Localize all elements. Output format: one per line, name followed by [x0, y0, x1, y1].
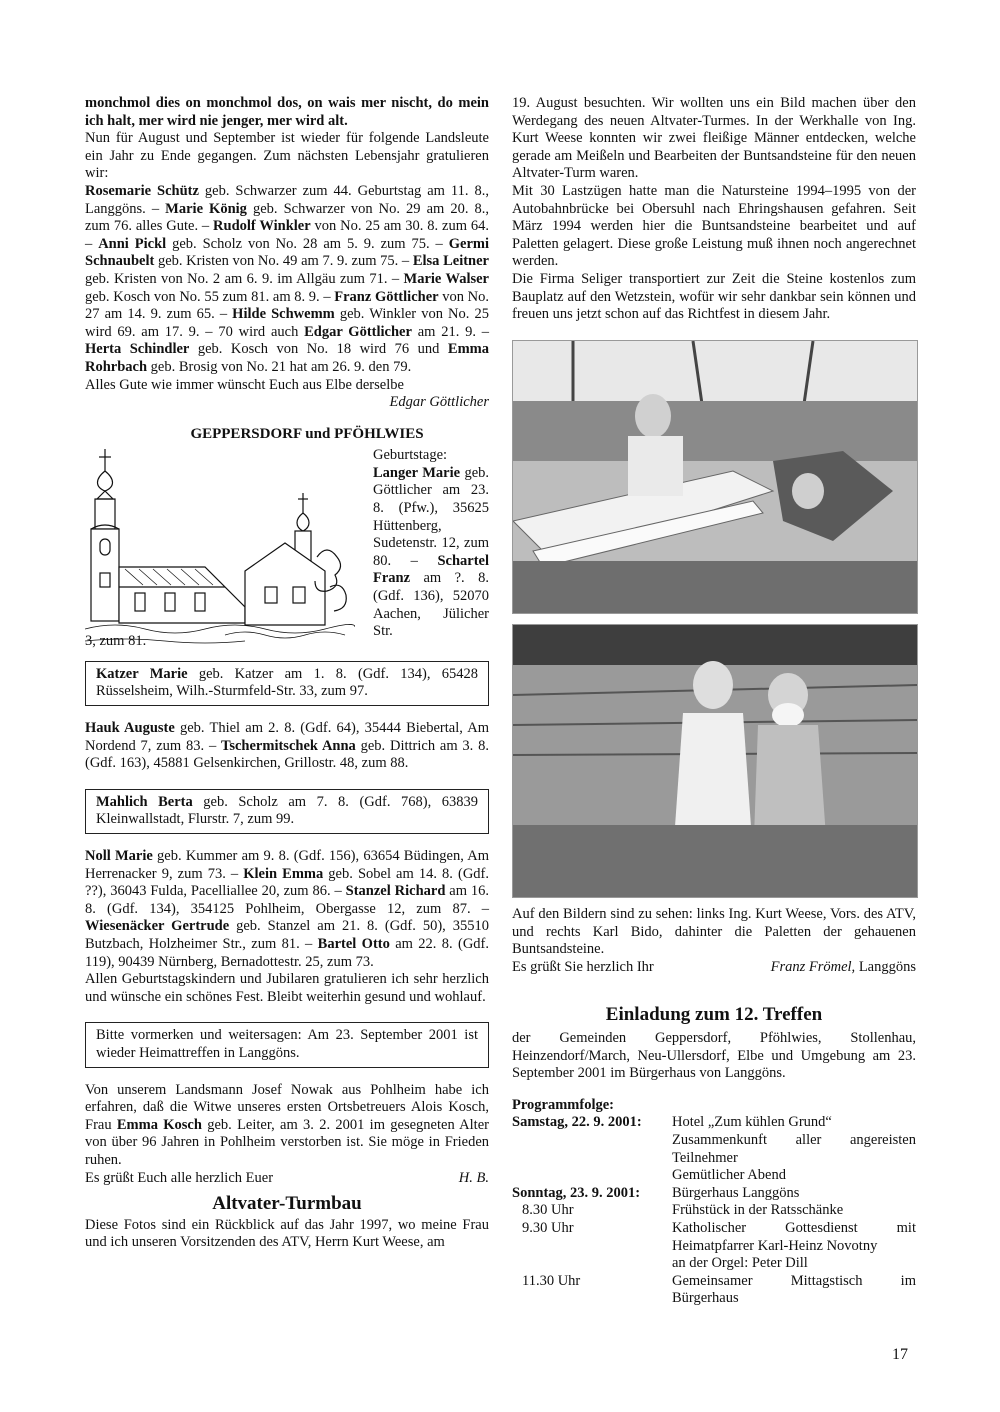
- caption-signature: [771, 959, 916, 977]
- bday-name: Germi Schnaubelt: [85, 235, 490, 270]
- programm-desc: Gemütlicher Abend: [672, 1167, 786, 1184]
- entry-text: geb. Stanzel am 21. 8. (Gdf. 50), 35510 Butzbach, Holzheimer Str., zum 81. –: [85, 918, 489, 952]
- workshop-photo: [512, 340, 918, 614]
- entry-name: Bartel Otto: [317, 936, 390, 952]
- bday-name: Edgar Göttlicher: [304, 323, 412, 340]
- entry-text: geb. Kummer am 9. 8. (Gdf. 156), 63654 Büdingen, Am Herrenacker 9, zum 73. –: [85, 848, 489, 882]
- nowak-text: Von unserem Landsmann Josef Nowak aus Pohlheim habe ich erfahren, daß die Witwe unseres ersten Ortsbetreuers Alois Kosch, Frau: [85, 1081, 489, 1133]
- bday-name: Elsa Leitner: [412, 253, 489, 270]
- bday-text: geb. Kristen von No. 2 am 6. 9. im Allgäu zum 71. –: [85, 270, 404, 287]
- bday-name: Marie König: [165, 200, 247, 217]
- box-text: geb. Katzer am 1. 8. (Gdf. 134), 65428 Rüsselsheim, Wilh.-Sturmfeld-Str. 33, zum 97.: [96, 665, 478, 700]
- entry-name: Tschermitschek Anna: [221, 737, 356, 754]
- elbe-closing: Alles Gute wie immer wünscht Euch aus Elbe derselbe: [85, 376, 404, 393]
- entry-name: Klein Emma: [243, 865, 324, 882]
- entry-name: Wiesenäcker Gertrude: [85, 918, 230, 935]
- programm-row: [512, 1220, 916, 1255]
- einladung-heading: Einladung zum 12. Treffen: [605, 1004, 823, 1026]
- geppersdorf-birthdays: [373, 447, 489, 641]
- photo-caption: Auf den Bildern sind zu sehen: links Ing. Kurt Weese, Vors. des ATV, und rechts Karl Bido, dahinter die Paletten der gehauenen Buntsandsteine.: [512, 906, 916, 958]
- programm-row: [512, 1273, 916, 1308]
- caption-greeting: Es grüßt Sie herzlich Ihr: [512, 958, 654, 975]
- programm-row: [512, 1132, 916, 1167]
- caption-signature-name: Franz Frömel,: [770, 958, 856, 975]
- turm-paragraph-3: Die Firma Seliger transportiert zur Zeit die Steine kostenlos zum Bauplatz auf den Wetzstein, wofür wir sehr dankbar sein können und freuen uns jetzt schon auf das Richtfest in diesem Jahr.: [512, 270, 916, 323]
- caption-signature-place: Langgöns: [855, 958, 916, 975]
- bday-text: geb. Kristen von No. 49 am 7. 9. zum 75. –: [154, 253, 413, 270]
- programm-table: [512, 1114, 916, 1308]
- programm-time: 8.30 Uhr: [522, 1202, 574, 1219]
- einladung-text: der Gemeinden Geppersdorf, Pföhlwies, Stollenhau, Heinzendorf/March, Neu-Ullersdorf, Elbe und Umgebung am 23. September 2001 im Bürgerhaus von Langgöns.: [512, 1029, 916, 1082]
- programm-row: [512, 1114, 916, 1132]
- altvater-heading: Altvater-Turmbau: [212, 1193, 362, 1215]
- geburtstage-label: Geburtstage:: [373, 447, 448, 464]
- bday-text: geb. Scholz von No. 28 am 5. 9. zum 75. –: [166, 235, 449, 252]
- bday-text: geb. Kosch von No. 55 zum 81. am 8. 9. –: [85, 288, 335, 305]
- entry-text: am 16. 8. (Gdf. 134), 354125 Pohlheim, Obergasse 12, zum 87. –: [85, 883, 490, 917]
- bday-name: Emma Rohrbach: [85, 341, 489, 375]
- bday-text: von No. 25 am 30. 8. zum 64. –: [85, 218, 489, 252]
- geppersdorf-heading: GEPPERSDORF und PFÖHLWIES: [190, 425, 424, 442]
- programm-time: 11.30 Uhr: [522, 1272, 581, 1289]
- elbe-signature: Edgar Göttlicher: [389, 394, 489, 411]
- programm-time: [512, 1132, 672, 1167]
- entry-name: Hauk Auguste: [85, 720, 175, 737]
- gepp-text: am ?. 8. (Gdf. 136), 52070 Aachen, Jülicher Str.: [373, 570, 489, 640]
- wishes-paragraph: Allen Geburtstagskindern und Jubilaren gratulieren ich sehr herzlich und wünsche ein schönes Fest. Bleibt weiterhin gesund und wohlauf.: [85, 971, 489, 1005]
- programm-row: [512, 1185, 916, 1203]
- katzer-box: [85, 661, 489, 706]
- box-name: Katzer Marie: [96, 665, 188, 682]
- programm-time: 9.30 Uhr: [522, 1219, 574, 1236]
- nowak-paragraph: [85, 1082, 489, 1170]
- bday-text: von No. 27 am 14. 9. zum 65. –: [85, 288, 489, 323]
- programm-row: [512, 1167, 916, 1185]
- programm-label: Programmfolge:: [512, 1096, 614, 1113]
- programm-row: [512, 1255, 916, 1273]
- entry-text: geb. Dittrich am 3. 8. (Gdf. 163), 45881 Gelsenkirchen, Grillostr. 48, zum 88.: [85, 737, 489, 772]
- bday-text: geb. Brosig von No. 21 hat am 26. 9. den 79.: [147, 358, 412, 375]
- page-number: 17: [892, 1346, 908, 1363]
- programm-desc: Zusammenkunft aller angereisten Teilnehmer: [672, 1131, 916, 1166]
- greeting-signature: H. B.: [458, 1169, 489, 1186]
- nowak-name: Emma Kosch: [116, 1116, 202, 1133]
- right-column-lower: [512, 906, 916, 1308]
- workshop-photo-image: [513, 341, 917, 613]
- church-illustration: [85, 447, 355, 647]
- bday-name: Hilde Schwemm: [232, 306, 335, 323]
- bday-name: Marie Walser: [403, 270, 489, 287]
- bday-text: geb. Kosch von No. 18 wird 76 und: [189, 341, 448, 358]
- birthday-intro: Nun für August und September ist wieder für folgende Landsleute ein Jahr zu Ende gegangen. Zum nächsten Lebensjahr gratulieren wir:: [85, 130, 489, 182]
- bday-name: Anni Pickl: [98, 235, 167, 252]
- noll-entry: [85, 848, 489, 971]
- altvater-paragraph: Diese Fotos sind ein Rückblick auf das Jahr 1997, wo meine Frau und ich unseren Vorsitzenden des ATV, Herrn Kurt Weese, am: [85, 1216, 489, 1251]
- entry-text: am 22. 8. (Gdf. 119), 90439 Nürnberg, Bernadottestr. 25, zum 73.: [85, 936, 490, 970]
- programm-time: [512, 1255, 672, 1273]
- box-text: geb. Scholz am 7. 8. (Gdf. 768), 63839 Kleinwallstadt, Flurstr. 7, zum 99.: [96, 793, 478, 828]
- programm-desc: Bürgerhaus Langgöns: [672, 1184, 800, 1201]
- programm-desc: Hotel „Zum kühlen Grund“: [672, 1114, 832, 1131]
- bday-name: Herta Schindler: [85, 341, 190, 358]
- geppersdorf-entry: [373, 465, 489, 641]
- gepp-name: Schartel Franz: [373, 552, 490, 587]
- entry-text: geb. Thiel am 2. 8. (Gdf. 64), 35444 Biebertal, Am Nordend 7, zum 83. –: [85, 720, 489, 754]
- nowak-text: geb. Leiter, am 3. 2. 2001 im gesegneten Alter von über 96 Jahren in Pohlheim verstorben ist. Sie möge in Frieden ruhen.: [85, 1116, 489, 1168]
- greeting-text: Es grüßt Euch alle herzlich Euer: [85, 1169, 274, 1186]
- bday-name: Franz Göttlicher: [334, 288, 439, 305]
- turm-paragraph-1: 19. August besuchten. Wir wollten uns ein Bild machen über den Werdegang des neuen Altvater-Turmes. In der Werkhalle von Ing. Kurt Weese konnten wir zwei fleißige Männer entdecken, welche gerade am Meißeln und Bearbeiten der Buntsandsteine für den neuen Altvater-Turm waren.: [512, 95, 916, 182]
- bday-text: geb. Schwarzer von No. 29 am 20. 8., zum 76. alles Gute. –: [85, 200, 490, 235]
- men-photo-image: [513, 625, 917, 897]
- dialect-verse: monchmol dies on monchmol dos, on wais mer nischt, do mein ich halt, mer wird nie jenger, mer wird alt.: [85, 95, 489, 129]
- programm-desc: an der Orgel: Peter Dill: [672, 1255, 808, 1272]
- programm-row: [512, 1202, 916, 1220]
- bday-name: Rosemarie Schütz: [85, 182, 199, 199]
- caption-greeting-line: [512, 959, 916, 977]
- men-photo: [512, 624, 918, 898]
- heimattreffen-box: Bitte vormerken und weitersagen: Am 23. September 2001 ist wieder Heimattreffen in Langgöns.: [85, 1022, 489, 1067]
- gepp-text: geb. Göttlicher am 23. 8. (Pfw.), 35625 Hüttenberg, Sudetenstr. 12, zum 80. –: [373, 464, 489, 569]
- bday-text: geb. Schwarzer zum 44. Geburtstag am 11. 8., Langgöns. –: [85, 182, 489, 217]
- greeting-line: [85, 1170, 489, 1188]
- bday-text: geb. Winkler von No. 25 wird 69. am 17. 9. – 70 wird auch: [85, 306, 489, 340]
- geppersdorf-section: [85, 447, 489, 647]
- mahlich-box: [85, 789, 489, 834]
- programm-desc: Frühstück in der Ratsschänke: [672, 1202, 844, 1219]
- programm-desc: Katholischer Gottesdienst mit Heimatpfarrer Karl-Heinz Novotny: [672, 1219, 916, 1254]
- entry-name: Noll Marie: [85, 848, 153, 865]
- geppersdorf-entry-end: 3, zum 81.: [85, 633, 147, 650]
- programm-time: Samstag, 22. 9. 2001:: [512, 1114, 642, 1131]
- entry-text: geb. Sobel am 14. 8. (Gdf. ??), 36043 Fulda, Pacelliallee 20, zum 86. –: [85, 865, 489, 900]
- left-column: [85, 95, 489, 1252]
- programm-time: Sonntag, 23. 9. 2001:: [512, 1184, 641, 1201]
- gepp-name: Langer Marie: [373, 464, 461, 481]
- hauk-entry: [85, 720, 489, 773]
- bday-name: Rudolf Winkler: [213, 218, 311, 235]
- box-name: Mahlich Berta: [96, 793, 193, 810]
- programm-time: [512, 1167, 672, 1185]
- turm-paragraph-2: Mit 30 Lastzügen hatte man die Natursteine 1994–1995 von der Autobahnbrücke bei Obersuhl nach Ehringshausen gefahren. Seit März 1994 werden hier die Buntsandsteine bearbeitet und auf Paletten gelagert. Diese große Leistung muß ihnen noch angerechnet werden.: [512, 182, 916, 270]
- right-column-text: [512, 95, 916, 324]
- entry-name: Stanzel Richard: [345, 883, 446, 900]
- bday-text: am 21. 9. –: [411, 323, 489, 340]
- programm-desc: Gemeinsamer Mittagstisch im Bürgerhaus: [672, 1272, 916, 1307]
- elbe-birthday-list: [85, 183, 489, 377]
